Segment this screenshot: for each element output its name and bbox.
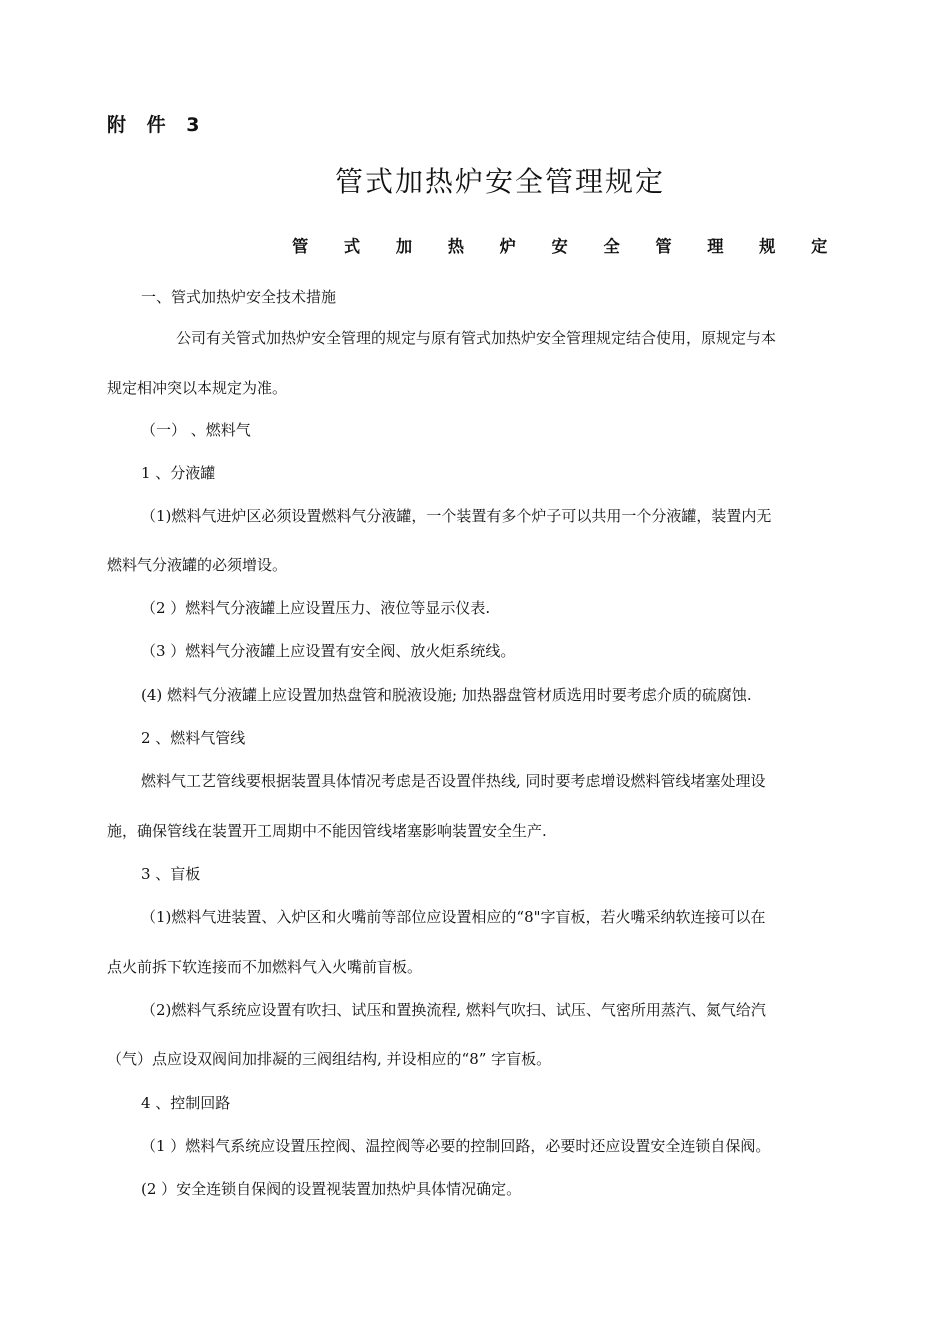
paragraph-line: 施，确保管线在装置开工周期中不能因管线堵塞影响装置安全生产. — [107, 822, 547, 840]
attachment-label: 附 件 3 — [107, 114, 207, 136]
paragraph-line: （1)燃料气进炉区必须设置燃料气分液罐，一个装置有多个炉子可以共用一个分液罐，装置内无 — [141, 507, 772, 525]
paragraph-line: (2 ）安全连锁自保阀的设置视装置加热炉具体情况确定。 — [141, 1180, 522, 1198]
document-title: 管式加热炉安全管理规定 — [335, 165, 666, 198]
paragraph-line: 燃料气分液罐的必须增设。 — [107, 556, 288, 574]
paragraph-line: (4) 燃料气分液罐上应设置加热盘管和脱液设施; 加热器盘管材质选用时要考虑介质的硫腐蚀. — [141, 686, 752, 704]
item-heading: 1 、分液罐 — [141, 464, 216, 482]
paragraph-line: （2)燃料气系统应设置有吹扫、试压和置换流程, 燃料气吹扫、试压、气密所用蒸汽、氮气给汽 — [141, 1001, 766, 1019]
paragraph-line: （1 ）燃料气系统应设置压控阀、温控阀等必要的控制回路，必要时还应设置安全连锁自保阀。 — [141, 1137, 771, 1155]
paragraph-line: 燃料气工艺管线要根据装置具体情况考虑是否设置伴热线, 同时要考虑增设燃料管线堵塞处理设 — [141, 772, 766, 790]
paragraph-line: 规定相冲突以本规定为准。 — [107, 379, 288, 397]
item-heading: 2 、燃料气管线 — [141, 729, 246, 747]
paragraph-line: 点火前拆下软连接而不加燃料气入火嘴前盲板。 — [107, 958, 423, 976]
paragraph-line: （1)燃料气进装置、入炉区和火嘴前等部位应设置相应的“8"字盲板，若火嘴采纳软连接可以在 — [141, 908, 766, 926]
paragraph-line: （2 ）燃料气分液罐上应设置压力、液位等显示仪表. — [141, 599, 491, 617]
subsection-heading: （一） 、燃料气 — [141, 421, 251, 439]
item-heading: 3 、盲板 — [141, 865, 201, 883]
item-heading: 4 、控制回路 — [141, 1094, 231, 1112]
section-heading: 一、管式加热炉安全技术措施 — [141, 288, 337, 306]
paragraph-line: （3 ）燃料气分液罐上应设置有安全阀、放火炬系统线。 — [141, 642, 516, 660]
document-subtitle: 管 式 加 热 炉 安 全 管 理 规 定 — [292, 237, 843, 256]
paragraph-line: （气）点应设双阀间加排凝的三阀组结构, 并设相应的“8” 字盲板。 — [107, 1050, 552, 1068]
paragraph-line: 公司有关管式加热炉安全管理的规定与原有管式加热炉安全管理规定结合使用，原规定与本 — [176, 329, 777, 347]
